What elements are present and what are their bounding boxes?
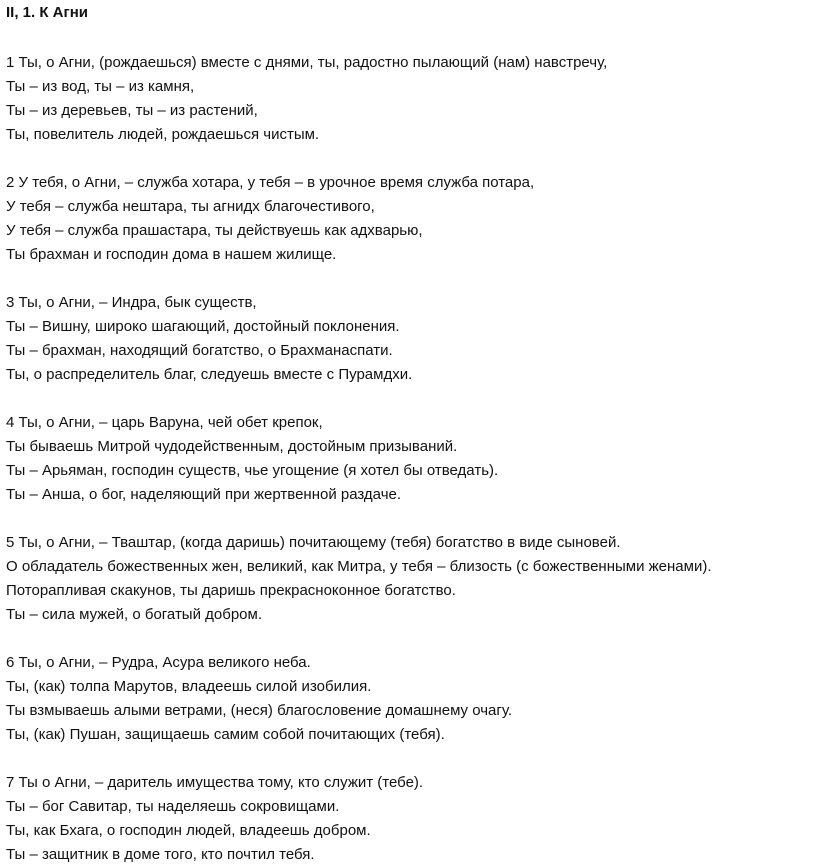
stanza-7	[6, 771, 823, 867]
verse-line: Ты, повелитель людей, рождаешься чистым.	[6, 126, 320, 143]
stanza-4	[6, 411, 823, 507]
verse-line: Ты – Арьяман, господин существ, чье угощение (я хотел бы отведать).	[6, 462, 499, 479]
hymn-title: II, 1. К Агни	[6, 4, 89, 21]
stanza-2	[6, 171, 823, 267]
verse-line: У тебя – служба прашастара, ты действуешь как адхварью,	[6, 222, 423, 239]
verse-line: Ты – брахман, находящий богатство, о Брахманаспати.	[6, 342, 393, 359]
stanza-3	[6, 291, 823, 387]
verse-line: Ты – Анша, о бог, наделяющий при жертвенной раздаче.	[6, 486, 402, 503]
verse-line: Ты брахман и господин дома в нашем жилище.	[6, 246, 337, 263]
verse-line: Ты – защитник в доме того, кто почтил тебя.	[6, 846, 315, 863]
stanza-1	[6, 51, 823, 147]
stanza-5	[6, 531, 823, 627]
verse-line: Ты – бог Савитар, ты наделяешь сокровищами.	[6, 798, 340, 815]
verse-line: 7 Ты о Агни, – даритель имущества тому, кто служит (тебе).	[6, 774, 424, 791]
stanza-list	[6, 51, 823, 867]
verse-line: 2 У тебя, о Агни, – служба хотара, у тебя – в урочное время служба потара,	[6, 174, 535, 191]
verse-line: Ты взмываешь алыми ветрами, (неся) благословение домашнему очагу.	[6, 702, 513, 719]
verse-line: Ты – сила мужей, о богатый добром.	[6, 606, 262, 623]
verse-line: Ты – Вишну, широко шагающий, достойный поклонения.	[6, 318, 400, 335]
verse-line: Ты бываешь Митрой чудодейственным, достойным призываний.	[6, 438, 458, 455]
verse-line: 6 Ты, о Агни, – Рудра, Асура великого неба.	[6, 654, 311, 671]
verse-line: 3 Ты, о Агни, – Индра, бык существ,	[6, 294, 257, 311]
verse-line: Ты – из вод, ты – из камня,	[6, 78, 195, 95]
verse-line: 4 Ты, о Агни, – царь Варуна, чей обет крепок,	[6, 414, 323, 431]
verse-line: О обладатель божественных жен, великий, как Митра, у тебя – близость (с божественными женами).	[6, 558, 712, 575]
verse-line: У тебя – служба нештара, ты агнидх благочестивого,	[6, 198, 375, 215]
verse-line: 1 Ты, о Агни, (рождаешься) вместе с днями, ты, радостно пылающий (нам) навстречу,	[6, 54, 608, 71]
stanza-6	[6, 651, 823, 747]
verse-line: Ты, о распределитель благ, следуешь вместе с Пурамдхи.	[6, 366, 413, 383]
verse-line: Ты – из деревьев, ты – из растений,	[6, 102, 258, 119]
verse-line: Ты, (как) Пушан, защищаешь самим собой почитающих (тебя).	[6, 726, 445, 743]
verse-line: 5 Ты, о Агни, – Тваштар, (когда даришь) почитающему (тебя) богатство в виде сыновей.	[6, 534, 621, 551]
verse-line: Ты, (как) толпа Марутов, владеешь силой изобилия.	[6, 678, 372, 695]
verse-line: Ты, как Бхага, о господин людей, владеешь добром.	[6, 822, 371, 839]
verse-line: Поторапливая скакунов, ты даришь прекрасноконное богатство.	[6, 582, 456, 599]
